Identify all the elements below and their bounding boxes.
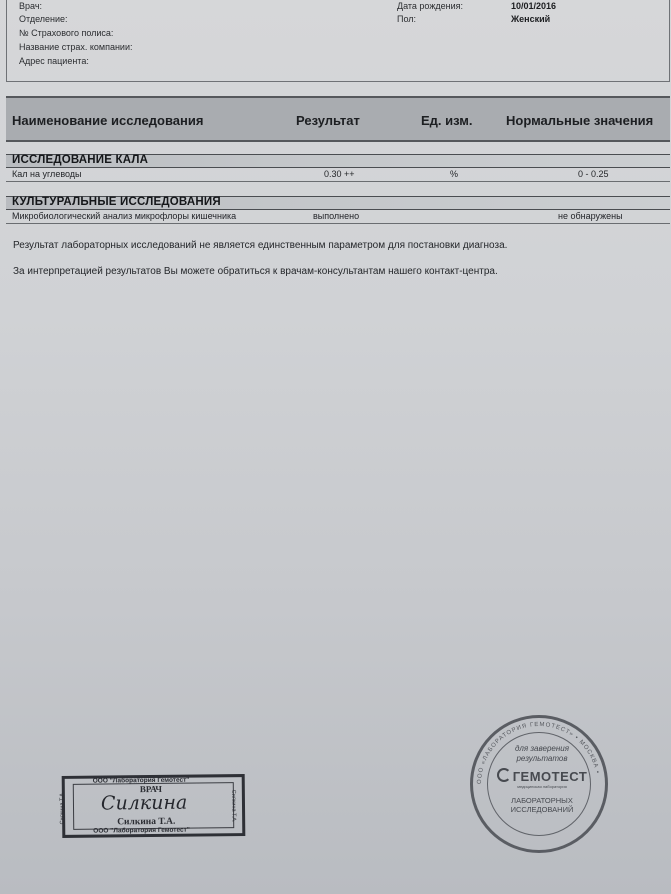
- row-normal: не обнаружены: [558, 211, 623, 221]
- sex-label: Пол:: [397, 14, 417, 24]
- row-normal: 0 - 0.25: [578, 169, 609, 179]
- row-result: 0.30 ++: [324, 169, 355, 179]
- stamp-title: ВРАЧ: [139, 783, 162, 795]
- stamp-org-bottom: ООО "Лаборатория Гемотест": [93, 826, 190, 835]
- birth-date-value: 10/01/2016: [511, 1, 557, 11]
- stamp-doctor-name: Силкина Т.А.: [117, 816, 176, 828]
- policy-label: № Страхового полиса:: [19, 28, 114, 38]
- table-row: [6, 169, 670, 182]
- seal-brand: [473, 768, 611, 784]
- header-result: Результат: [296, 113, 360, 128]
- address-label: Адрес пациента:: [19, 56, 89, 66]
- header-normal: Нормальные значения: [506, 113, 654, 128]
- seal-ring-text: ООО «ЛАБОРАТОРИЯ ГЕМОТЕСТ» • МОСКВА •: [476, 721, 601, 785]
- insurer-label: Название страх. компании:: [19, 42, 133, 52]
- gemotest-logo-icon: [497, 768, 511, 782]
- seal-line4: ИССЛЕДОВАНИЙ: [510, 805, 574, 814]
- laboratory-seal: [470, 715, 608, 853]
- department-label: Отделение:: [19, 14, 68, 24]
- disclaimer-note: Результат лабораторных исследований не является единственным параметром для постановки диагноза.: [13, 240, 508, 251]
- row-result: выполнено: [313, 211, 360, 221]
- seal-line2: результатов: [516, 754, 568, 763]
- section-culture-header: [6, 196, 670, 210]
- handwritten-signature: Силкина: [100, 791, 188, 815]
- section-title: КУЛЬТУРАЛЬНЫЕ ИССЛЕДОВАНИЯ: [12, 196, 221, 208]
- seal-line3: ЛАБОРАТОРНЫХ: [511, 796, 573, 805]
- birth-date-label: Дата рождения:: [397, 1, 463, 11]
- row-name: Микробиологический анализ микрофлоры кишечника: [12, 211, 237, 221]
- stamp-org-top: ООО "Лаборатория Гемотест": [92, 776, 190, 785]
- section-title: ИССЛЕДОВАНИЕ КАЛА: [12, 154, 149, 166]
- seal-brand-sub: медицинская лаборатория: [517, 784, 567, 789]
- row-unit: %: [450, 169, 459, 179]
- header-unit: Ед. изм.: [421, 113, 473, 128]
- seal-line1: для заверения: [515, 744, 569, 753]
- header-name: Наименование исследования: [12, 113, 204, 128]
- stamp-side-left: Силкина Т.А.: [59, 791, 66, 825]
- patient-info-box: [6, 0, 670, 82]
- sex-value: Женский: [511, 14, 551, 24]
- table-row: [6, 211, 670, 224]
- doctor-label: Врач:: [19, 1, 43, 11]
- stamp-side-right: Силкина Т.А.: [230, 789, 237, 823]
- row-name: Кал на углеводы: [12, 169, 82, 179]
- contact-note: За интерпретацией результатов Вы можете обратиться к врачам-консультантам нашего контакт-центра.: [13, 266, 498, 277]
- seal-brand-text: ГЕМОТЕСТ: [512, 769, 588, 784]
- doctor-stamp: [59, 774, 246, 838]
- section-stool-header: [6, 154, 670, 168]
- results-table-header: [6, 96, 670, 142]
